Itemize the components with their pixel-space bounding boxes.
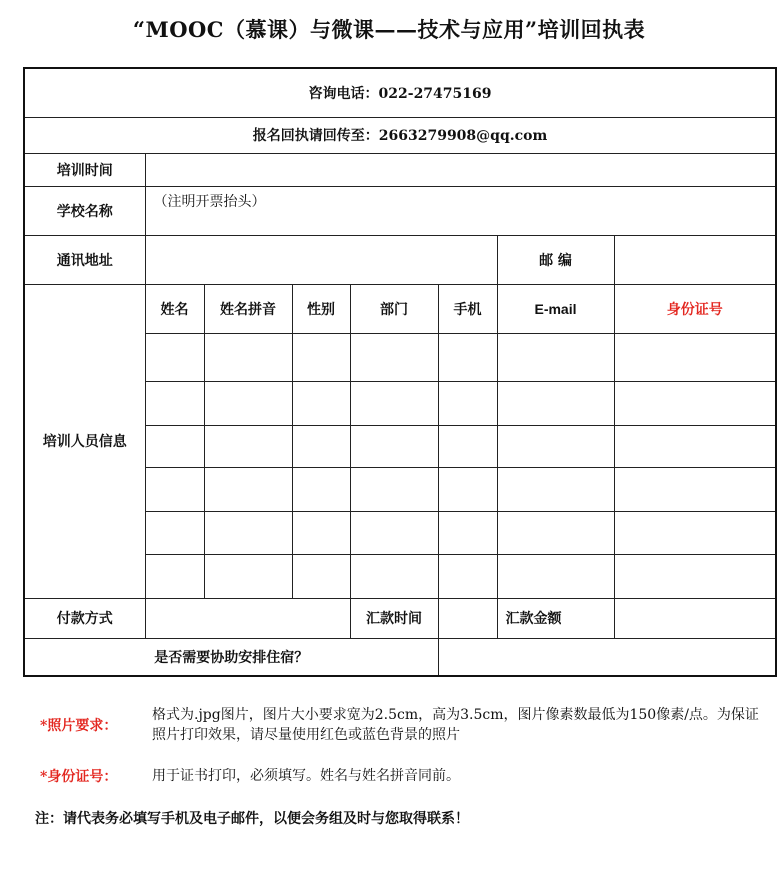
cell-id-number[interactable] [614, 425, 776, 467]
cell-gender[interactable] [292, 511, 350, 554]
cell-gender[interactable] [292, 467, 350, 511]
cell-name[interactable] [145, 381, 204, 425]
cell-pinyin[interactable] [204, 333, 292, 381]
cell-email[interactable] [497, 554, 614, 598]
label-lodging: 是否需要协助安排住宿？ [24, 638, 438, 676]
cell-pinyin[interactable] [204, 425, 292, 467]
label-remit-amount: 汇款金额 [497, 598, 614, 638]
header-gender: 性别 [292, 284, 350, 333]
label-trainees: 培训人员信息 [24, 284, 145, 598]
label-postcode: 邮 编 [497, 235, 614, 284]
cell-mobile[interactable] [438, 467, 497, 511]
field-address[interactable] [145, 235, 497, 284]
cell-email[interactable] [497, 381, 614, 425]
phone-line [24, 68, 776, 117]
cell-department[interactable] [350, 425, 438, 467]
cell-id-number[interactable] [614, 381, 776, 425]
cell-department[interactable] [350, 511, 438, 554]
cell-pinyin[interactable] [204, 554, 292, 598]
cell-id-number[interactable] [614, 511, 776, 554]
cell-pinyin[interactable] [204, 381, 292, 425]
cell-gender[interactable] [292, 381, 350, 425]
header-email: E-mail [497, 284, 614, 333]
cell-mobile[interactable] [438, 511, 497, 554]
label-address: 通讯地址 [24, 235, 145, 284]
footer-note: 注：请代表务必填写手机及电子邮件，以便会务组及时与您取得联系！ [35, 811, 469, 827]
cell-name[interactable] [145, 467, 204, 511]
cell-gender[interactable] [292, 333, 350, 381]
field-remit-time[interactable] [438, 598, 497, 638]
cell-department[interactable] [350, 467, 438, 511]
cell-department[interactable] [350, 554, 438, 598]
cell-name[interactable] [145, 425, 204, 467]
label-remit-time: 汇款时间 [350, 598, 438, 638]
header-pinyin: 姓名拼音 [204, 284, 292, 333]
cell-name[interactable] [145, 333, 204, 381]
email-line [24, 117, 776, 153]
registration-form-table [23, 67, 777, 677]
field-lodging[interactable] [438, 638, 776, 676]
cell-gender[interactable] [292, 554, 350, 598]
label-training-time: 培训时间 [24, 153, 145, 186]
header-department: 部门 [350, 284, 438, 333]
page-title: “MOOC（慕课）与微课——技术与应用”培训回执表 [132, 17, 646, 42]
field-remit-amount[interactable] [614, 598, 776, 638]
header-name: 姓名 [145, 284, 204, 333]
field-payment[interactable] [145, 598, 350, 638]
cell-mobile[interactable] [438, 554, 497, 598]
cell-name[interactable] [145, 511, 204, 554]
field-postcode[interactable] [614, 235, 776, 284]
cell-email[interactable] [497, 333, 614, 381]
cell-pinyin[interactable] [204, 511, 292, 554]
cell-email[interactable] [497, 425, 614, 467]
photo-note-label: *照片要求： [40, 718, 118, 734]
cell-mobile[interactable] [438, 333, 497, 381]
cell-email[interactable] [497, 467, 614, 511]
cell-email[interactable] [497, 511, 614, 554]
cell-department[interactable] [350, 381, 438, 425]
header-id-number: 身份证号 [614, 284, 776, 333]
label-payment: 付款方式 [24, 598, 145, 638]
label-school: 学校名称 [24, 186, 145, 235]
cell-id-number[interactable] [614, 554, 776, 598]
cell-department[interactable] [350, 333, 438, 381]
field-school[interactable] [145, 186, 776, 235]
id-note-text: 用于证书打印，必须填写。姓名与姓名拼音同前。 [152, 768, 460, 784]
cell-id-number[interactable] [614, 333, 776, 381]
cell-gender[interactable] [292, 425, 350, 467]
header-mobile: 手机 [438, 284, 497, 333]
school-note: （注明开票抬头） [153, 193, 266, 210]
id-note-label: *身份证号： [40, 769, 118, 785]
cell-mobile[interactable] [438, 381, 497, 425]
photo-note-text: 格式为.jpg图片，图片大小要求宽为2.5cm，高为3.5cm，图片像素数最低为150像素/点。为保证照片打印效果，请尽量使用红色或蓝色背景的照片 [152, 707, 759, 743]
email-text: 报名回执请回传至：2663279908@qq.com [252, 128, 548, 144]
cell-id-number[interactable] [614, 467, 776, 511]
field-training-time[interactable] [145, 153, 776, 186]
cell-pinyin[interactable] [204, 467, 292, 511]
cell-name[interactable] [145, 554, 204, 598]
phone-text: 咨询电话：022-27475169 [308, 85, 492, 102]
cell-mobile[interactable] [438, 425, 497, 467]
